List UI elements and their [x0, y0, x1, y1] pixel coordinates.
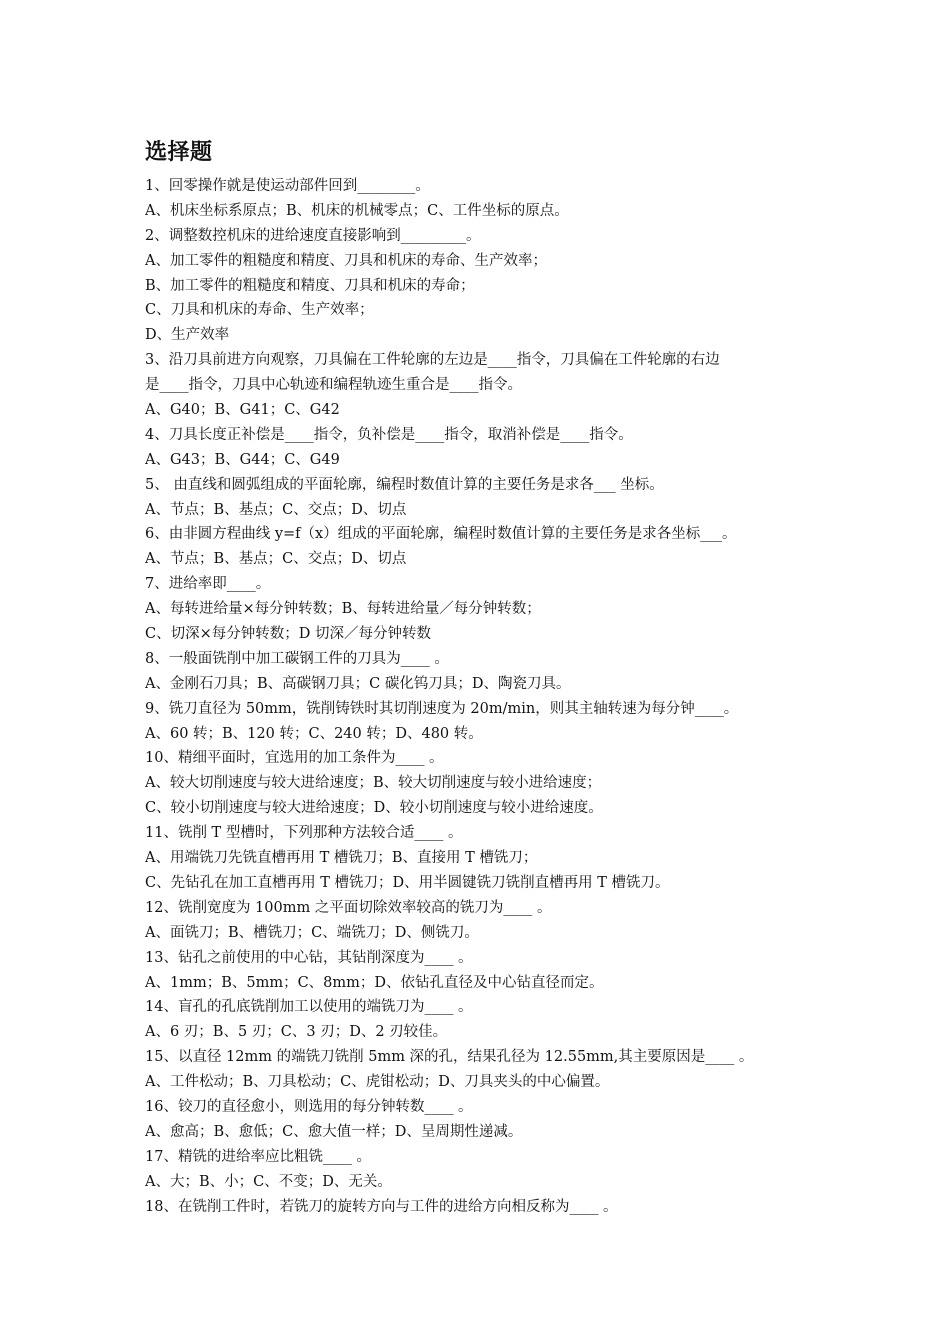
text-line: 16、铰刀的直径愈小，则选用的每分钟转数____ 。: [145, 1098, 473, 1115]
text-line: 13、钻孔之前使用的中心钻，其钻削深度为____ 。: [145, 949, 473, 966]
question-list: [145, 174, 825, 1219]
document-title: 选择题: [145, 140, 213, 165]
text-line: A、6 刃；B、5 刃；C、3 刃；D、2 刃较佳。: [145, 1024, 448, 1041]
text-line: 10、精细平面时，宜选用的加工条件为____ 。: [145, 750, 444, 767]
text-line: C、刀具和机床的寿命、生产效率；: [145, 302, 374, 319]
text-line: 2、调整数控机床的进给速度直接影响到_________。: [145, 227, 481, 244]
text-line: A、金刚石刀具；B、高碳钢刀具；C 碳化钨刀具；D、陶瓷刀具。: [145, 675, 571, 692]
text-line: D、生产效率: [145, 327, 230, 344]
document-page: [145, 138, 825, 1219]
text-line: A、每转进给量×每分钟转数；B、每转进给量／每分钟转数；: [145, 601, 541, 618]
text-line: A、1mm；B、5mm；C、8mm；D、依钻孔直径及中心钻直径而定。: [145, 974, 604, 991]
text-line: C、较小切削速度与较大进给速度；D、较小切削速度与较小进给速度。: [145, 800, 603, 817]
text-line: 7、进给率即____。: [145, 576, 271, 593]
text-line: A、用端铣刀先铣直槽再用 T 槽铣刀；B、直接用 T 槽铣刀；: [145, 850, 538, 867]
text-line: A、节点；B、基点；C、交点；D、切点: [145, 551, 407, 568]
text-line: A、愈高；B、愈低；C、愈大值一样；D、呈周期性递减。: [145, 1123, 523, 1140]
text-line: 5、 由直线和圆弧组成的平面轮廓，编程时数值计算的主要任务是求各___ 坐标。: [145, 476, 664, 493]
text-line: 3、沿刀具前进方向观察，刀具偏在工件轮廓的左边是____指令，刀具偏在工件轮廓的右边: [145, 352, 720, 369]
text-line: A、G43；B、G44；C、G49: [145, 451, 340, 468]
text-line: 18、在铣削工件时，若铣刀的旋转方向与工件的进给方向相反称为____ 。: [145, 1198, 618, 1215]
text-line: 15、以直径 12mm 的端铣刀铣削 5mm 深的孔，结果孔径为 12.55mm,其主要原因是____ 。: [145, 1049, 754, 1066]
text-line: 6、由非圆方程曲线 y=f（x）组成的平面轮廓，编程时数值计算的主要任务是求各坐标___。: [145, 526, 737, 543]
text-line: A、节点；B、基点；C、交点；D、切点: [145, 501, 407, 518]
text-line: C、先钻孔在加工直槽再用 T 槽铣刀；D、用半圆键铣刀铣削直槽再用 T 槽铣刀。: [145, 874, 670, 891]
text-line: B、加工零件的粗糙度和精度、刀具和机床的寿命；: [145, 277, 475, 294]
text-line: A、较大切削速度与较大进给速度；B、较大切削速度与较小进给速度；: [145, 775, 602, 792]
text-line: 1、回零操作就是使运动部件回到________。: [145, 178, 430, 194]
text-line: 是____指令，刀具中心轨迹和编程轨迹生重合是____指令。: [145, 377, 522, 394]
text-line: A、加工零件的粗糙度和精度、刀具和机床的寿命、生产效率；: [145, 252, 547, 269]
text-line: A、大；B、小；C、不变；D、无关。: [145, 1173, 392, 1190]
text-line: 8、一般面铣削中加工碳钢工件的刀具为____ 。: [145, 650, 449, 667]
text-line: A、机床坐标系原点；B、机床的机械零点；C、工件坐标的原点。: [145, 202, 569, 219]
text-line: A、面铣刀；B、槽铣刀；C、端铣刀；D、侧铣刀。: [145, 924, 479, 941]
text-line: 17、精铣的进给率应比粗铣____ 。: [145, 1148, 372, 1165]
text-line: 11、铣削 T 型槽时，下列那种方法较合适____ 。: [145, 825, 463, 842]
text-line: A、G40；B、G41；C、G42: [145, 402, 340, 419]
text-line: 4、刀具长度正补偿是____指令，负补偿是____指令，取消补偿是____指令。: [145, 426, 633, 443]
text-line: 9、铣刀直径为 50mm，铣削铸铁时其切削速度为 20m/min，则其主轴转速为每分钟____。: [145, 700, 739, 717]
text-line: C、切深×每分钟转数；D 切深／每分钟转数: [145, 626, 431, 643]
text-line: A、60 转；B、120 转；C、240 转；D、480 转。: [145, 725, 483, 742]
text-line: 12、铣削宽度为 100mm 之平面切除效率较高的铣刀为____ 。: [145, 899, 552, 916]
text-line: A、工件松动；B、刀具松动；C、虎钳松动；D、刀具夹头的中心偏置。: [145, 1074, 610, 1091]
text-line: 14、盲孔的孔底铣削加工以使用的端铣刀为____ 。: [145, 999, 473, 1016]
